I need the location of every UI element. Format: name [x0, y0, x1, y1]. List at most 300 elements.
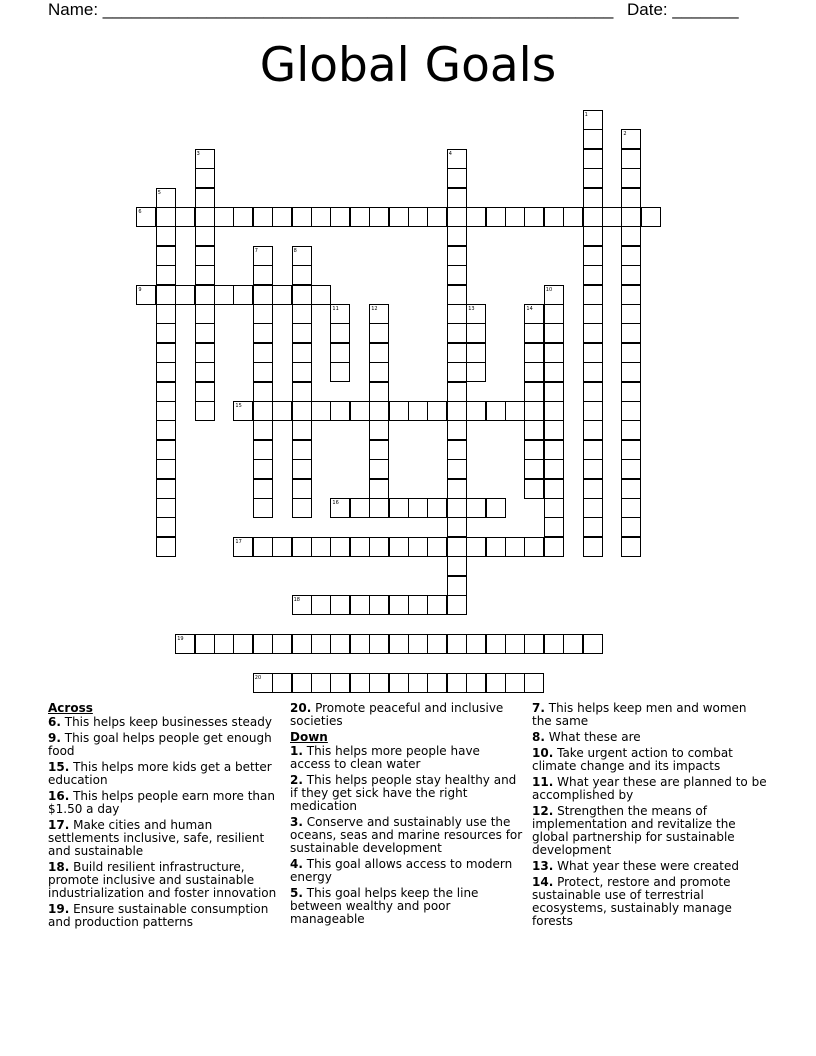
crossword-cell[interactable]: [195, 285, 215, 305]
crossword-cell[interactable]: [544, 634, 564, 654]
crossword-cell[interactable]: [583, 459, 603, 479]
crossword-cell[interactable]: [447, 634, 467, 654]
crossword-cell[interactable]: [253, 401, 273, 421]
crossword-cell[interactable]: [583, 323, 603, 343]
crossword-cell[interactable]: [583, 285, 603, 305]
crossword-cell[interactable]: [214, 207, 234, 227]
crossword-cell[interactable]: [389, 673, 409, 693]
crossword-cell[interactable]: [447, 382, 467, 402]
crossword-cell[interactable]: [583, 440, 603, 460]
clue-text: This helps people earn more than $1.50 a day: [48, 789, 275, 816]
crossword-cell[interactable]: [447, 343, 467, 363]
crossword-cell[interactable]: [524, 207, 544, 227]
down-clue: [532, 805, 768, 857]
crossword-cell[interactable]: [447, 595, 467, 615]
crossword-cell[interactable]: [447, 362, 467, 382]
across-clue: [48, 790, 280, 816]
crossword-cell[interactable]: [292, 479, 312, 499]
crossword-cell[interactable]: [466, 362, 486, 382]
crossword-cell[interactable]: [447, 498, 467, 518]
crossword-cell[interactable]: [466, 634, 486, 654]
cell-number: 6: [138, 209, 142, 215]
crossword-cell[interactable]: [156, 517, 176, 537]
crossword-cell[interactable]: [447, 673, 467, 693]
crossword-cell[interactable]: [156, 362, 176, 382]
crossword-cell[interactable]: [272, 401, 292, 421]
crossword-cell[interactable]: [369, 401, 389, 421]
crossword-cell[interactable]: [369, 459, 389, 479]
crossword-cell[interactable]: [447, 401, 467, 421]
crossword-cell[interactable]: [583, 537, 603, 557]
crossword-cell[interactable]: [292, 634, 312, 654]
crossword-cell[interactable]: [466, 498, 486, 518]
crossword-cell[interactable]: [447, 304, 467, 324]
crossword-cell[interactable]: [292, 498, 312, 518]
crossword-cell[interactable]: [447, 440, 467, 460]
crossword-cell[interactable]: [214, 285, 234, 305]
crossword-cell[interactable]: [408, 401, 428, 421]
crossword-cell[interactable]: [156, 420, 176, 440]
crossword-cell[interactable]: [524, 537, 544, 557]
cell-number: 11: [332, 306, 339, 312]
clue-column-1: [48, 702, 280, 932]
crossword-cell[interactable]: [563, 207, 583, 227]
crossword-cell[interactable]: [447, 265, 467, 285]
crossword-cell[interactable]: [330, 595, 350, 615]
crossword-cell[interactable]: [524, 420, 544, 440]
crossword-cell[interactable]: [156, 265, 176, 285]
crossword-cell[interactable]: [253, 440, 273, 460]
crossword-cell[interactable]: [583, 168, 603, 188]
crossword-cell[interactable]: [156, 226, 176, 246]
crossword-cell[interactable]: [408, 634, 428, 654]
crossword-cell[interactable]: [253, 362, 273, 382]
across-clue: [290, 702, 523, 728]
clue-number: 14.: [532, 875, 554, 889]
crossword-cell[interactable]: [292, 459, 312, 479]
crossword-cell[interactable]: [292, 401, 312, 421]
crossword-cell[interactable]: [544, 207, 564, 227]
crossword-cell[interactable]: [621, 537, 641, 557]
cell-number: 16: [332, 500, 339, 506]
crossword-cell[interactable]: [621, 401, 641, 421]
crossword-cell[interactable]: [427, 673, 447, 693]
crossword-cell[interactable]: [292, 537, 312, 557]
cell-number: 4: [448, 150, 452, 157]
crossword-cell[interactable]: [311, 634, 331, 654]
crossword-cell[interactable]: [253, 537, 273, 557]
crossword-cell[interactable]: [330, 362, 350, 382]
crossword-cell[interactable]: [195, 168, 215, 188]
crossword-cell[interactable]: [292, 382, 312, 402]
crossword-cell[interactable]: [330, 673, 350, 693]
clue-text: Make cities and human settlements inclusive, safe, resilient and sustainable: [48, 818, 265, 858]
crossword-cell[interactable]: [466, 401, 486, 421]
crossword-cell[interactable]: [466, 323, 486, 343]
crossword-cell[interactable]: [544, 537, 564, 557]
crossword-cell[interactable]: [447, 285, 467, 305]
cell-number: 8: [293, 247, 297, 254]
down-clue: [532, 876, 768, 928]
cell-number: 1: [584, 112, 588, 118]
cell-number: 7: [254, 247, 258, 254]
crossword-cell[interactable]: [292, 207, 312, 227]
crossword-cell[interactable]: [447, 556, 467, 576]
crossword-cell[interactable]: [350, 673, 370, 693]
crossword-cell[interactable]: [486, 498, 506, 518]
crossword-cell[interactable]: [272, 634, 292, 654]
crossword-cell[interactable]: [369, 634, 389, 654]
crossword-cell[interactable]: [389, 595, 409, 615]
crossword-cell[interactable]: [350, 207, 370, 227]
crossword-cell[interactable]: [583, 343, 603, 363]
crossword-cell[interactable]: [195, 207, 215, 227]
crossword-cell[interactable]: [583, 362, 603, 382]
crossword-cell[interactable]: [195, 188, 215, 208]
crossword-cell[interactable]: [447, 459, 467, 479]
crossword-cell[interactable]: [350, 498, 370, 518]
crossword-cell[interactable]: [505, 401, 525, 421]
crossword-cell[interactable]: [505, 634, 525, 654]
crossword-cell[interactable]: [583, 401, 603, 421]
crossword-cell[interactable]: [156, 207, 176, 227]
crossword-cell[interactable]: [524, 673, 544, 693]
crossword-cell[interactable]: [524, 459, 544, 479]
crossword-cell[interactable]: [583, 479, 603, 499]
crossword-cell[interactable]: [544, 420, 564, 440]
crossword-cell[interactable]: [447, 537, 467, 557]
clue-number: 18.: [48, 860, 70, 874]
crossword-cell[interactable]: [330, 537, 350, 557]
crossword-cell[interactable]: [583, 149, 603, 169]
crossword-cell[interactable]: [156, 401, 176, 421]
crossword-cell[interactable]: [583, 498, 603, 518]
crossword-cell[interactable]: [447, 188, 467, 208]
crossword-cell[interactable]: [272, 673, 292, 693]
cell-number: 3: [196, 150, 200, 157]
crossword-cell[interactable]: [233, 207, 253, 227]
crossword-cell[interactable]: [621, 323, 641, 343]
crossword-cell[interactable]: [369, 440, 389, 460]
crossword-cell[interactable]: [466, 673, 486, 693]
crossword-cell[interactable]: [156, 382, 176, 402]
crossword-cell[interactable]: [369, 479, 389, 499]
crossword-cell[interactable]: [583, 265, 603, 285]
crossword-cell[interactable]: [505, 537, 525, 557]
crossword-cell[interactable]: [195, 323, 215, 343]
clue-text: Take urgent action to combat climate change and its impacts: [532, 746, 733, 773]
across-clue: [48, 819, 280, 858]
down-clue: [532, 747, 768, 773]
crossword-cell[interactable]: [427, 401, 447, 421]
cell-number: 15: [235, 403, 242, 409]
crossword-cell[interactable]: [524, 634, 544, 654]
clue-number: 6.: [48, 715, 61, 729]
crossword-cell[interactable]: [292, 285, 312, 305]
clue-text: This helps people stay healthy and if they get sick have the right medication: [290, 773, 517, 813]
crossword-cell[interactable]: [544, 323, 564, 343]
crossword-cell[interactable]: [253, 498, 273, 518]
crossword-cell[interactable]: [621, 343, 641, 363]
crossword-cell[interactable]: [583, 517, 603, 537]
crossword-cell[interactable]: [195, 382, 215, 402]
crossword-cell[interactable]: [486, 634, 506, 654]
crossword-cell[interactable]: [544, 498, 564, 518]
crossword-cell[interactable]: [311, 401, 331, 421]
crossword-cell[interactable]: [330, 634, 350, 654]
crossword-cell[interactable]: [447, 168, 467, 188]
crossword-cell[interactable]: [524, 362, 544, 382]
crossword-cell[interactable]: [311, 673, 331, 693]
crossword-cell[interactable]: [621, 498, 641, 518]
crossword-cell[interactable]: [330, 207, 350, 227]
crossword-cell[interactable]: [505, 673, 525, 693]
crossword-cell[interactable]: [272, 537, 292, 557]
crossword-cell[interactable]: [311, 537, 331, 557]
crossword-cell[interactable]: [292, 265, 312, 285]
crossword-cell[interactable]: [486, 207, 506, 227]
crossword-cell[interactable]: [330, 323, 350, 343]
crossword-cell[interactable]: [369, 343, 389, 363]
crossword-cell[interactable]: [544, 440, 564, 460]
crossword-cell[interactable]: [389, 634, 409, 654]
crossword-cell[interactable]: [389, 537, 409, 557]
crossword-cell[interactable]: [621, 207, 641, 227]
crossword-cell[interactable]: [195, 246, 215, 266]
crossword-cell[interactable]: [544, 517, 564, 537]
crossword-cell[interactable]: [621, 226, 641, 246]
crossword-cell[interactable]: [621, 517, 641, 537]
crossword-cell[interactable]: [292, 673, 312, 693]
crossword-cell[interactable]: [583, 188, 603, 208]
crossword-cell[interactable]: [369, 673, 389, 693]
crossword-cell[interactable]: [389, 401, 409, 421]
crossword-cell[interactable]: [272, 285, 292, 305]
crossword-cell[interactable]: [447, 323, 467, 343]
crossword-cell[interactable]: [156, 537, 176, 557]
crossword-cell[interactable]: [311, 595, 331, 615]
crossword-cell[interactable]: [311, 285, 331, 305]
crossword-cell[interactable]: [175, 285, 195, 305]
crossword-cell[interactable]: [369, 537, 389, 557]
crossword-cell[interactable]: [369, 498, 389, 518]
crossword-cell[interactable]: [195, 362, 215, 382]
crossword-cell[interactable]: [369, 207, 389, 227]
crossword-cell[interactable]: [292, 440, 312, 460]
crossword-cell[interactable]: [253, 479, 273, 499]
crossword-cell[interactable]: [544, 343, 564, 363]
crossword-cell[interactable]: [253, 382, 273, 402]
crossword-cell[interactable]: [621, 304, 641, 324]
clue-text: Promote peaceful and inclusive societies: [290, 701, 504, 728]
crossword-cell[interactable]: [292, 420, 312, 440]
crossword-cell[interactable]: [621, 168, 641, 188]
crossword-cell[interactable]: [389, 207, 409, 227]
crossword-cell[interactable]: [253, 459, 273, 479]
crossword-cell[interactable]: [583, 246, 603, 266]
crossword-cell[interactable]: [427, 537, 447, 557]
crossword-cell[interactable]: [427, 595, 447, 615]
clue-text: This helps keep businesses steady: [64, 715, 272, 729]
crossword-cell[interactable]: [253, 420, 273, 440]
cell-number: 17: [235, 538, 242, 545]
crossword-cell[interactable]: [408, 207, 428, 227]
crossword-cell[interactable]: [350, 537, 370, 557]
crossword-cell[interactable]: [156, 343, 176, 363]
cell-number: 20: [254, 674, 262, 681]
crossword-cell[interactable]: [408, 673, 428, 693]
crossword-cell[interactable]: [195, 226, 215, 246]
crossword-cell[interactable]: [389, 498, 409, 518]
crossword-cell[interactable]: [466, 207, 486, 227]
across-clue: [48, 903, 280, 929]
crossword-cell[interactable]: [524, 401, 544, 421]
crossword-cell[interactable]: [233, 285, 253, 305]
crossword-cell[interactable]: [156, 285, 176, 305]
crossword-cell[interactable]: [505, 207, 525, 227]
crossword-cell[interactable]: [641, 207, 661, 227]
down-clue: [290, 816, 523, 855]
crossword-cell[interactable]: [369, 420, 389, 440]
crossword-cell[interactable]: [447, 576, 467, 596]
crossword-cell[interactable]: [583, 382, 603, 402]
crossword-cell[interactable]: [524, 440, 544, 460]
crossword-cell[interactable]: [583, 304, 603, 324]
crossword-cell[interactable]: [447, 207, 467, 227]
crossword-cell[interactable]: [621, 479, 641, 499]
crossword-cell[interactable]: [292, 304, 312, 324]
crossword-cell[interactable]: [447, 517, 467, 537]
crossword-cell[interactable]: [330, 401, 350, 421]
crossword-cell[interactable]: [447, 420, 467, 440]
clue-text: This helps more people have access to clean water: [290, 744, 480, 771]
crossword-cell[interactable]: [447, 479, 467, 499]
crossword-cell[interactable]: [350, 634, 370, 654]
crossword-cell[interactable]: [486, 401, 506, 421]
crossword-cell[interactable]: [253, 304, 273, 324]
crossword-cell[interactable]: [621, 246, 641, 266]
crossword-cell[interactable]: [253, 285, 273, 305]
crossword-cell[interactable]: [524, 382, 544, 402]
crossword-cell[interactable]: [621, 188, 641, 208]
cell-number: 5: [157, 189, 161, 196]
crossword-cell[interactable]: [408, 498, 428, 518]
crossword-cell[interactable]: [563, 634, 583, 654]
crossword-cell[interactable]: [621, 459, 641, 479]
crossword-cell[interactable]: [544, 401, 564, 421]
crossword-cell[interactable]: [292, 362, 312, 382]
clue-text: Protect, restore and promote sustainable use of terrestrial ecosystems, sustainably manage forests: [532, 875, 732, 928]
clue-text: Build resilient infrastructure, promote inclusive and sustainable industrialization and foster innovation: [48, 860, 277, 900]
crossword-cell[interactable]: [311, 207, 331, 227]
crossword-cell[interactable]: [214, 634, 234, 654]
crossword-cell[interactable]: [195, 343, 215, 363]
crossword-cell[interactable]: [253, 343, 273, 363]
crossword-cell[interactable]: [621, 420, 641, 440]
crossword-cell[interactable]: [447, 246, 467, 266]
crossword-cell[interactable]: [253, 265, 273, 285]
crossword-cell[interactable]: [156, 459, 176, 479]
crossword-cell[interactable]: [427, 498, 447, 518]
crossword-cell[interactable]: [544, 304, 564, 324]
clue-number: 20.: [290, 701, 312, 715]
crossword-cell[interactable]: [427, 634, 447, 654]
crossword-cell[interactable]: [350, 595, 370, 615]
crossword-cell[interactable]: [621, 440, 641, 460]
down-clue: [532, 860, 768, 873]
crossword-cell[interactable]: [369, 362, 389, 382]
clue-text: What year these were created: [557, 859, 739, 873]
crossword-cell[interactable]: [292, 343, 312, 363]
clue-number: 5.: [290, 886, 303, 900]
down-clue: [532, 731, 768, 744]
crossword-cell[interactable]: [583, 634, 603, 654]
crossword-cell[interactable]: [583, 129, 603, 149]
crossword-cell[interactable]: [253, 207, 273, 227]
crossword-cell[interactable]: [621, 149, 641, 169]
crossword-cell[interactable]: [524, 479, 544, 499]
crossword-cell[interactable]: [544, 479, 564, 499]
crossword-cell[interactable]: [621, 265, 641, 285]
clue-number: 16.: [48, 789, 70, 803]
crossword-cell[interactable]: [369, 382, 389, 402]
crossword-cell[interactable]: [156, 498, 176, 518]
crossword-cell[interactable]: [408, 595, 428, 615]
crossword-cell[interactable]: [524, 323, 544, 343]
crossword-cell[interactable]: [369, 595, 389, 615]
clue-text: This goal helps people get enough food: [48, 731, 272, 758]
crossword-cell[interactable]: [583, 420, 603, 440]
clue-text: This helps keep men and women the same: [532, 701, 747, 728]
crossword-cell[interactable]: [156, 479, 176, 499]
crossword-cell[interactable]: [253, 323, 273, 343]
crossword-cell[interactable]: [427, 207, 447, 227]
crossword-cell[interactable]: [621, 285, 641, 305]
crossword-cell[interactable]: [195, 304, 215, 324]
crossword-cell[interactable]: [447, 226, 467, 246]
crossword-cell[interactable]: [544, 362, 564, 382]
crossword-cell[interactable]: [621, 382, 641, 402]
crossword-cell[interactable]: [602, 207, 622, 227]
crossword-cell[interactable]: [175, 207, 195, 227]
crossword-cell[interactable]: [233, 634, 253, 654]
crossword-cell[interactable]: [486, 537, 506, 557]
crossword-cell[interactable]: [544, 459, 564, 479]
crossword-cell[interactable]: [195, 634, 215, 654]
crossword-cell[interactable]: [544, 382, 564, 402]
crossword-cell[interactable]: [583, 207, 603, 227]
crossword-cell[interactable]: [156, 323, 176, 343]
crossword-cell[interactable]: [621, 362, 641, 382]
crossword-cell[interactable]: [156, 246, 176, 266]
crossword-cell[interactable]: [524, 343, 544, 363]
crossword-cell[interactable]: [156, 304, 176, 324]
crossword-cell[interactable]: [466, 537, 486, 557]
crossword-cell[interactable]: [330, 343, 350, 363]
crossword-cell[interactable]: [253, 634, 273, 654]
crossword-cell[interactable]: [272, 207, 292, 227]
crossword-cell[interactable]: [466, 343, 486, 363]
crossword-cell[interactable]: [408, 537, 428, 557]
crossword-cell[interactable]: [156, 440, 176, 460]
crossword-cell[interactable]: [350, 401, 370, 421]
crossword-cell[interactable]: [583, 226, 603, 246]
crossword-cell[interactable]: [486, 673, 506, 693]
crossword-cell[interactable]: [369, 323, 389, 343]
crossword-cell[interactable]: [292, 323, 312, 343]
crossword-cell[interactable]: [195, 265, 215, 285]
crossword-cell[interactable]: [195, 401, 215, 421]
